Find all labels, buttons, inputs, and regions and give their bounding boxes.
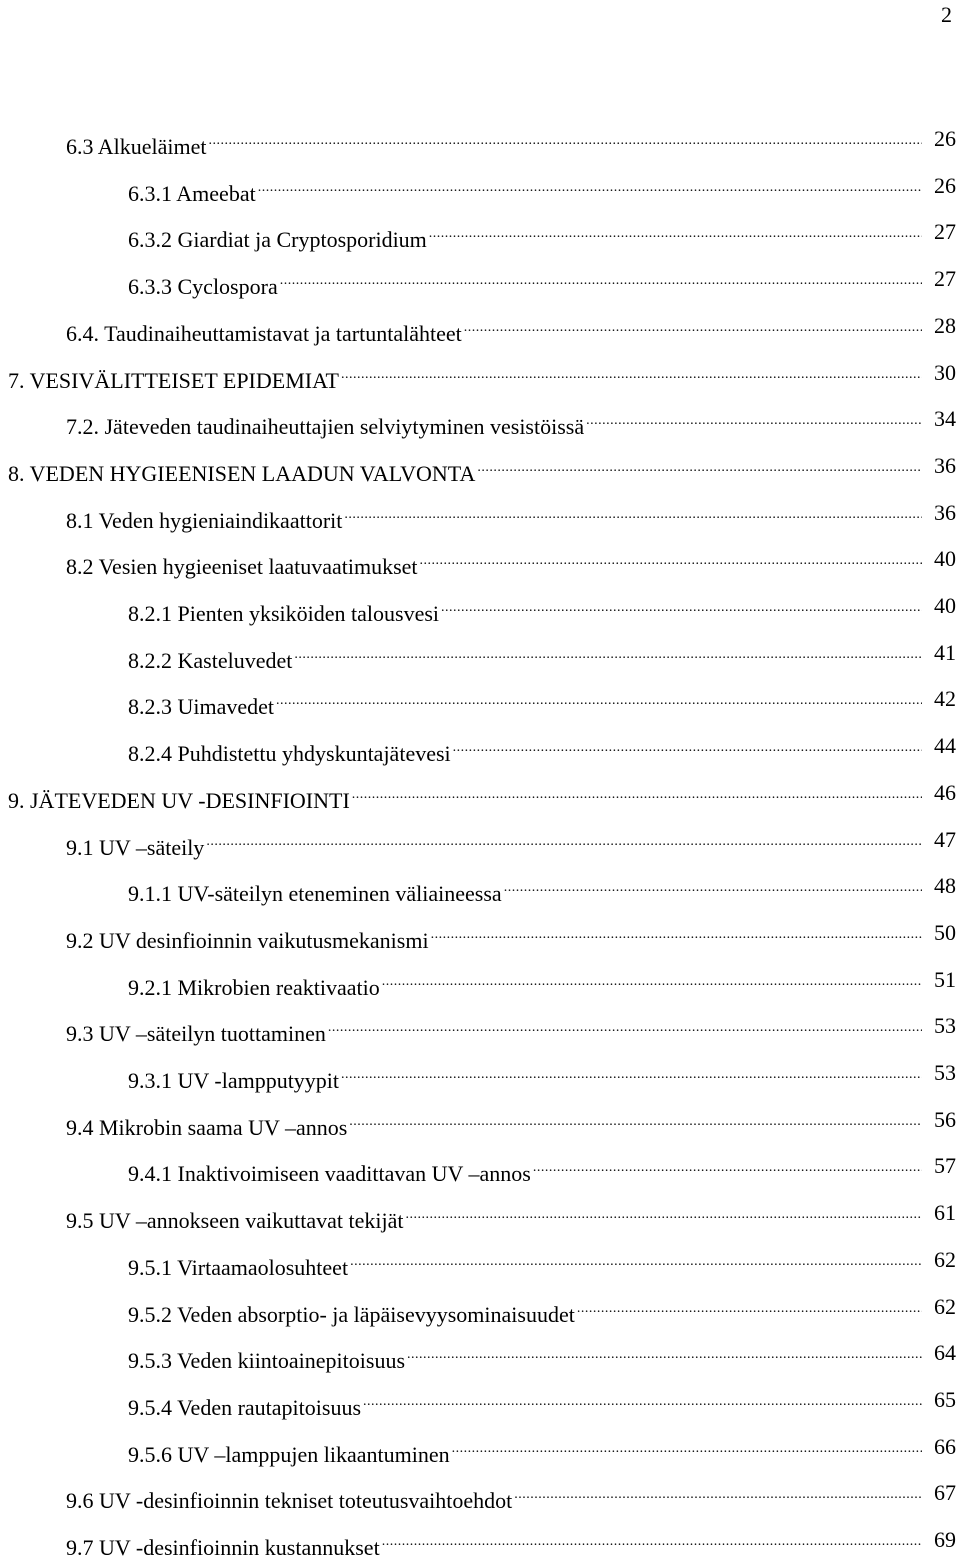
toc-dot-leader: [344, 498, 922, 528]
toc-entry-title: 9.7 UV -desinfioinnin kustannukset: [66, 1535, 380, 1560]
toc-dot-leader: [209, 124, 922, 154]
toc-entry-page: 26: [932, 171, 956, 201]
toc-entry-page: 57: [932, 1151, 956, 1181]
toc-entry-page: 66: [932, 1432, 956, 1462]
toc-entry-page: 40: [932, 544, 956, 574]
toc-entry[interactable]: [0, 778, 960, 813]
toc-entry-page: 50: [932, 918, 956, 948]
toc-entry-title: 9.5.3 Veden kiintoainepitoisuus: [128, 1348, 406, 1373]
toc-entry-page: 51: [932, 965, 956, 995]
toc-entry-title: 8.2.1 Pienten yksiköiden talousvesi: [128, 601, 440, 626]
toc-entry[interactable]: [0, 1525, 960, 1560]
toc-dot-leader: [405, 1198, 922, 1228]
toc-dot-leader: [420, 544, 922, 574]
toc-entry-page: 30: [932, 358, 956, 388]
toc-entry-title: 8.2.2 Kasteluvedet: [128, 648, 293, 673]
toc-entry[interactable]: [0, 358, 960, 393]
toc-dot-leader: [452, 1432, 922, 1462]
toc-entry-page: 67: [932, 1478, 956, 1508]
toc-entry-title: 9.6 UV -desinfioinnin tekniset toteutusvaihtoehdot: [66, 1488, 513, 1513]
toc-entry[interactable]: [0, 544, 960, 579]
toc-entry-page: 61: [932, 1198, 956, 1228]
toc-entry-title: 9.5.4 Veden rautapitoisuus: [128, 1395, 362, 1420]
toc-entry[interactable]: [0, 965, 960, 1000]
toc-entry-page: 53: [932, 1058, 956, 1088]
toc-entry-page: 69: [932, 1525, 956, 1555]
toc-entry-title: 8.1 Veden hygieniaindikaattorit: [66, 508, 343, 533]
toc-entry-page: 65: [932, 1385, 956, 1415]
toc-entry-title: 8.2.4 Puhdistettu yhdyskuntajätevesi: [128, 741, 451, 766]
toc-entry[interactable]: [0, 825, 960, 860]
toc-dot-leader: [382, 965, 922, 995]
toc-entry-title: 9.5.2 Veden absorptio- ja läpäisevyysominaisuudet: [128, 1302, 575, 1327]
toc-dot-leader: [586, 404, 922, 434]
toc-entry-title: 9.4.1 Inaktivoimiseen vaadittavan UV –annos: [128, 1161, 531, 1186]
toc-dot-leader: [341, 358, 922, 388]
toc-entry-title: 6.3 Alkueläimet: [66, 134, 207, 159]
toc-entry-page: 41: [932, 638, 956, 668]
toc-entry-page: 42: [932, 684, 956, 714]
toc-entry[interactable]: [0, 1198, 960, 1233]
toc-dot-leader: [577, 1292, 922, 1322]
toc-entry-page: 62: [932, 1292, 956, 1322]
toc-entry-title: 6.3.3 Cyclospora: [128, 274, 278, 299]
toc-entry-title: 8.2.3 Uimavedet: [128, 694, 275, 719]
toc-entry-title: 9.2.1 Mikrobien reaktivaatio: [128, 975, 380, 1000]
toc-entry-page: 36: [932, 498, 956, 528]
toc-entry[interactable]: [0, 731, 960, 766]
toc-entry-page: 53: [932, 1011, 956, 1041]
toc-entry-title: 9. JÄTEVEDEN UV -DESINFIOINTI: [8, 788, 350, 813]
toc-entry-page: 36: [932, 451, 956, 481]
toc-entry[interactable]: [0, 1245, 960, 1280]
toc-entry[interactable]: [0, 171, 960, 206]
toc-entry[interactable]: [0, 591, 960, 626]
toc-entry-page: 47: [932, 825, 956, 855]
toc-dot-leader: [477, 451, 922, 481]
toc-entry[interactable]: [0, 1292, 960, 1327]
toc-entry[interactable]: [0, 1478, 960, 1513]
toc-entry-title: 7. VESIVÄLITTEISET EPIDEMIAT: [8, 368, 339, 393]
page-number: 2: [941, 2, 952, 27]
toc-dot-leader: [514, 1478, 922, 1508]
toc-entry-page: 62: [932, 1245, 956, 1275]
toc-entry[interactable]: [0, 451, 960, 486]
toc-dot-leader: [328, 1011, 922, 1041]
toc-entry[interactable]: [0, 918, 960, 953]
toc-entry-title: 9.3.1 UV -lampputyypit: [128, 1068, 340, 1093]
toc-entry[interactable]: [0, 124, 960, 159]
toc-entry[interactable]: [0, 217, 960, 252]
toc-entry-page: 44: [932, 731, 956, 761]
toc-dot-leader: [464, 311, 922, 341]
toc-entry[interactable]: [0, 404, 960, 439]
toc-entry-title: 9.3 UV –säteilyn tuottaminen: [66, 1021, 326, 1046]
toc-dot-leader: [441, 591, 922, 621]
toc-entry[interactable]: [0, 1432, 960, 1467]
toc-dot-leader: [294, 638, 922, 668]
toc-entry-page: 56: [932, 1105, 956, 1135]
toc-entry[interactable]: [0, 684, 960, 719]
toc-entry[interactable]: [0, 638, 960, 673]
toc-dot-leader: [276, 684, 922, 714]
toc-entry-title: 6.3.1 Ameebat: [128, 181, 256, 206]
toc-entry-page: 40: [932, 591, 956, 621]
toc-entry[interactable]: [0, 1385, 960, 1420]
toc-entry[interactable]: [0, 498, 960, 533]
toc-entry[interactable]: [0, 311, 960, 346]
toc-entry[interactable]: [0, 1058, 960, 1093]
toc-entry-page: 34: [932, 404, 956, 434]
toc-dot-leader: [280, 264, 922, 294]
toc-entry-title: 8. VEDEN HYGIEENISEN LAADUN VALVONTA: [8, 461, 476, 486]
toc-entry-title: 7.2. Jäteveden taudinaiheuttajien selviytyminen vesistöissä: [66, 414, 585, 439]
toc-dot-leader: [363, 1385, 922, 1415]
toc-dot-leader: [341, 1058, 922, 1088]
toc-entry-title: 9.1.1 UV-säteilyn eteneminen väliaineessa: [128, 881, 502, 906]
toc-dot-leader: [206, 825, 922, 855]
toc-entry-title: 9.5 UV –annokseen vaikuttavat tekijät: [66, 1208, 404, 1233]
toc-entry[interactable]: [0, 871, 960, 906]
toc-entry-page: 27: [932, 264, 956, 294]
toc-entry-page: 48: [932, 871, 956, 901]
toc-entry-title: 9.5.1 Virtaamaolosuhteet: [128, 1255, 349, 1280]
toc-entry-title: 9.1 UV –säteily: [66, 835, 205, 860]
toc-entry-title: 9.2 UV desinfioinnin vaikutusmekanismi: [66, 928, 429, 953]
toc-entry-title: 8.2 Vesien hygieeniset laatuvaatimukset: [66, 554, 418, 579]
toc-dot-leader: [533, 1151, 922, 1181]
toc-dot-leader: [349, 1105, 922, 1135]
toc-entry[interactable]: [0, 1011, 960, 1046]
toc-entry[interactable]: [0, 264, 960, 299]
toc-entry-page: 27: [932, 217, 956, 247]
toc-dot-leader: [429, 217, 922, 247]
toc-entry-title: 6.3.2 Giardiat ja Cryptosporidium: [128, 227, 427, 252]
toc-entry-page: 28: [932, 311, 956, 341]
toc-entry-page: 64: [932, 1338, 956, 1368]
toc-dot-leader: [352, 778, 922, 808]
toc-dot-leader: [382, 1525, 922, 1555]
toc-entry[interactable]: [0, 1105, 960, 1140]
toc-entry[interactable]: [0, 1151, 960, 1186]
toc-dot-leader: [453, 731, 922, 761]
toc-entry-page: 46: [932, 778, 956, 808]
toc-entry-title: 6.4. Taudinaiheuttamistavat ja tartuntalähteet: [66, 321, 462, 346]
toc-entry-title: 9.4 Mikrobin saama UV –annos: [66, 1115, 348, 1140]
toc-entry-page: 26: [932, 124, 956, 154]
toc-entry-title: 9.5.6 UV –lamppujen likaantuminen: [128, 1442, 450, 1467]
toc-dot-leader: [431, 918, 922, 948]
toc-dot-leader: [350, 1245, 922, 1275]
toc-dot-leader: [504, 871, 922, 901]
toc-dot-leader: [407, 1338, 922, 1368]
toc-entry[interactable]: [0, 1338, 960, 1373]
toc-dot-leader: [258, 171, 922, 201]
